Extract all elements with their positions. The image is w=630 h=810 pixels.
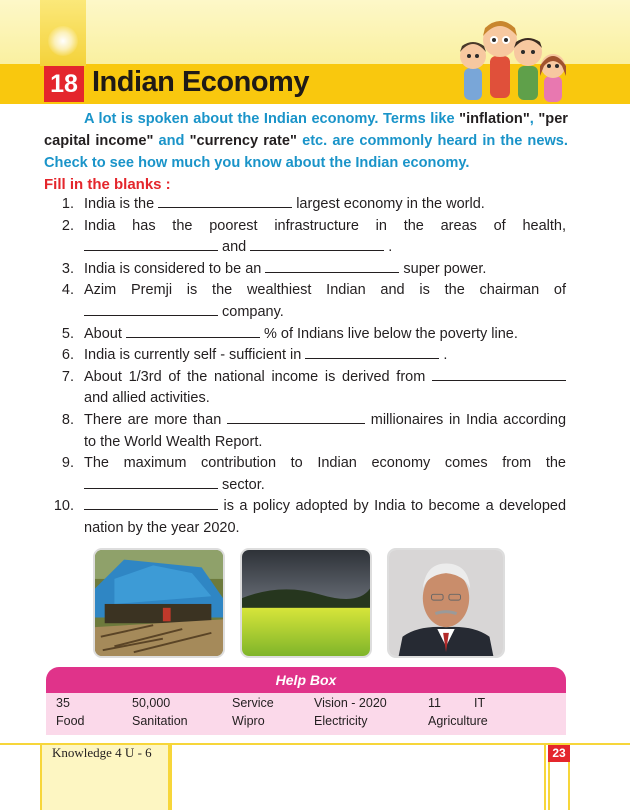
slum-tent-photo [93, 548, 225, 658]
azim-premji-photo [387, 548, 505, 658]
answer-blank[interactable] [432, 367, 566, 381]
question-number: 10. [53, 498, 74, 515]
help-box-title: Help Box [46, 667, 566, 693]
question-number: 5. [61, 325, 74, 342]
help-word: Food [56, 714, 85, 728]
help-word: Sanitation [132, 714, 188, 728]
intro-term: "currency rate" [189, 133, 297, 149]
question-text: Azim Premji is the wealthiest Indian and is the chairman of [84, 282, 566, 299]
question-text: is a policy adopted by India to become a developed nation by the year 2020. [84, 498, 567, 536]
question-number: 6. [61, 347, 74, 364]
intro-text: A lot is spoken about the Indian economy. Terms like [84, 111, 460, 127]
question-text: . [443, 347, 448, 364]
chapter-title: Indian Economy [92, 66, 309, 98]
question-item [44, 367, 566, 410]
question-number: 4. [61, 282, 74, 299]
question-number: 9. [61, 455, 74, 472]
question-number: 8. [61, 411, 74, 428]
book-title: Knowledge 4 U - 6 [52, 745, 152, 760]
question-item [44, 216, 566, 259]
question-text: There are more than [84, 411, 222, 428]
help-word: 35 [56, 696, 70, 710]
intro-text: etc. are commonly heard in the news. Check to see how much you know about the Indian economy. [44, 133, 568, 171]
answer-blank[interactable] [250, 237, 384, 251]
question-number: 2. [61, 217, 74, 234]
question-text: and [222, 239, 247, 256]
question-item [44, 410, 566, 453]
answer-blank[interactable] [305, 345, 439, 359]
green-field-photo [240, 548, 372, 658]
answer-blank[interactable] [126, 324, 260, 338]
answer-blank[interactable] [265, 259, 399, 273]
question-text: company. [222, 303, 284, 320]
help-word: Wipro [232, 714, 265, 728]
question-text: About 1/3rd of the national income is derived from [84, 368, 426, 385]
help-word: Vision - 2020 [314, 696, 387, 710]
instruction-heading: Fill in the blanks : [44, 176, 171, 193]
intro-term: "per capital income" [44, 111, 568, 149]
answer-blank[interactable] [84, 302, 218, 316]
question-text: and allied activities. [84, 390, 210, 407]
question-text: India is currently self - sufficient in [84, 347, 302, 364]
help-box [46, 693, 566, 735]
answer-blank[interactable] [84, 237, 218, 251]
question-text: About [84, 325, 122, 342]
question-text: super power. [403, 260, 487, 277]
question-text: millionaires in India according to the World Wealth Report. [84, 411, 567, 450]
question-text: India is the [84, 196, 155, 212]
question-text: . [388, 239, 393, 256]
chapter-number: 18 [44, 66, 84, 102]
question-item [44, 259, 566, 281]
question-item [44, 324, 566, 346]
help-word: Service [232, 696, 274, 710]
question-text: India has the poorest infrastructure in the areas of health, [84, 217, 566, 234]
answer-blank[interactable] [84, 475, 218, 489]
question-text: India is considered to be an [84, 260, 262, 277]
question-number: 7. [61, 368, 74, 385]
help-word: 50,000 [132, 696, 171, 710]
answer-blank[interactable] [158, 194, 292, 208]
intro-paragraph [44, 108, 568, 174]
footer-panel [170, 745, 546, 810]
help-word: 11 [428, 696, 441, 710]
intro-term: "inflation" [459, 111, 530, 127]
question-number: 3. [61, 260, 74, 277]
question-item [44, 280, 566, 323]
chapter-tab [40, 0, 86, 66]
question-item [44, 345, 566, 367]
help-word: Agriculture [428, 714, 488, 728]
question-text: The maximum contribution to Indian economy comes from the [84, 455, 566, 472]
question-item [44, 453, 566, 496]
intro-text: and [153, 133, 190, 149]
cartoon-kids-illustration [460, 10, 570, 106]
question-text: largest economy in the world. [296, 196, 485, 212]
question-item [44, 496, 566, 539]
question-item [44, 194, 566, 216]
question-number: 1. [61, 196, 74, 212]
help-word: Electricity [314, 714, 368, 728]
help-word: IT [474, 696, 486, 710]
question-text: % of Indians live below the poverty line. [263, 325, 518, 342]
answer-blank[interactable] [84, 496, 218, 510]
page-number: 23 [548, 745, 570, 762]
intro-text: , [529, 111, 539, 127]
question-text: sector. [222, 476, 265, 493]
question-list [44, 194, 566, 540]
answer-blank[interactable] [227, 410, 365, 424]
